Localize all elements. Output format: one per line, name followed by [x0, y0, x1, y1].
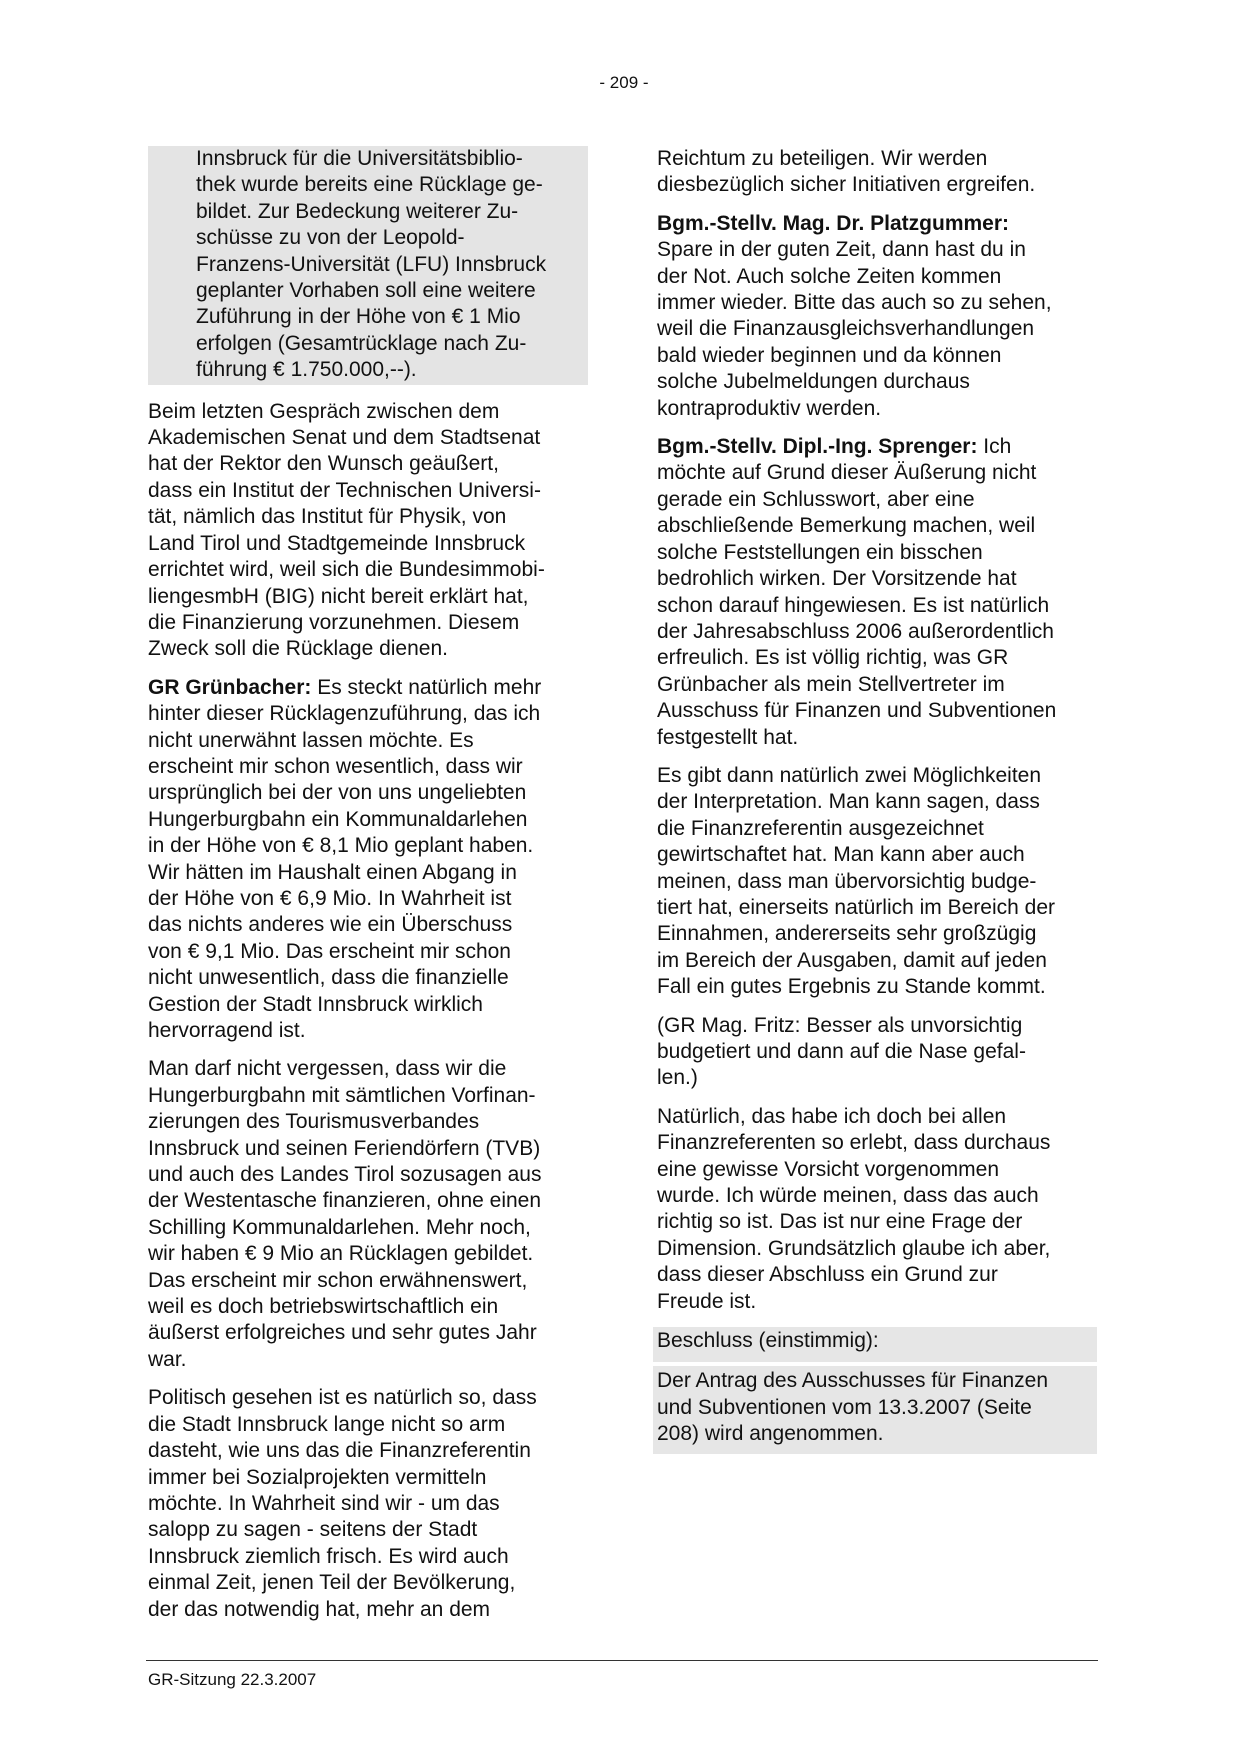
text-line: Innsbruck für die Universitätsbiblio- — [196, 147, 523, 170]
text-line: der Not. Auch solche Zeiten kommen — [657, 264, 1002, 288]
text-line: immer bei Sozialprojekten vermitteln — [148, 1465, 487, 1489]
speaker-paragraph — [657, 211, 1097, 422]
text-line — [148, 675, 588, 701]
paragraph — [148, 1056, 588, 1373]
text-line: in der Höhe von € 8,1 Mio geplant haben. — [148, 834, 534, 858]
text-line: Einnahmen, andererseits sehr großzügig — [657, 922, 1037, 946]
text-line: Innsbruck und seinen Feriendörfern (TVB) — [148, 1136, 541, 1160]
text-line: Dimension. Grundsätzlich glaube ich aber, — [657, 1236, 1051, 1260]
text-line: 208) wird angenommen. — [657, 1422, 884, 1446]
text-line: der Westentasche finanzieren, ohne einen — [148, 1189, 542, 1213]
paragraph — [657, 146, 1097, 199]
interjection-paragraph — [657, 1013, 1097, 1092]
footer-divider — [146, 1660, 1098, 1661]
text-line: immer wieder. Bitte das auch so zu sehen, — [657, 291, 1052, 315]
text-line: diesbezüglich sicher Initiativen ergreifen. — [657, 173, 1036, 197]
quoted-report-excerpt — [148, 146, 588, 385]
text-line: solche Jubelmeldungen durchaus — [657, 370, 970, 394]
right-column — [657, 146, 1097, 1454]
paragraph — [148, 399, 588, 663]
speaker-paragraph — [657, 434, 1097, 751]
text-line: Freude ist. — [657, 1289, 757, 1313]
speaker-name: Bgm.-Stellv. Mag. Dr. Platzgummer: — [657, 211, 1010, 235]
text-line: meinen, dass man übervorsichtig budge- — [657, 869, 1037, 893]
text-line: möchte auf Grund dieser Äußerung nicht — [657, 461, 1037, 485]
text-line: schon darauf hingewiesen. Es ist natürlich — [657, 593, 1050, 617]
text-line: Wir hätten im Haushalt einen Abgang in — [148, 860, 517, 884]
text-line: wurde. Ich würde meinen, dass das auch — [657, 1184, 1039, 1208]
text-line: Franzens-Universität (LFU) Innsbruck — [196, 252, 547, 276]
text-line: weil es doch betriebswirtschaftlich ein — [148, 1295, 499, 1319]
text-line: Hungerburgbahn ein Kommunaldarlehen — [148, 807, 528, 831]
text-line: Fall ein gutes Ergebnis zu Stande kommt. — [657, 975, 1046, 999]
left-column — [148, 146, 588, 1635]
text-line: ursprünglich bei der von uns ungeliebten — [148, 781, 527, 805]
text-line: Es gibt dann natürlich zwei Möglichkeiten — [657, 763, 1042, 787]
text-line: dass ein Institut der Technischen Universi- — [148, 478, 541, 502]
text-line: wir haben € 9 Mio an Rücklagen gebildet. — [148, 1242, 534, 1266]
text-line: gerade ein Schlusswort, aber eine — [657, 487, 975, 511]
text-line: Reichtum zu beteiligen. Wir werden — [657, 147, 988, 170]
text-line: die Finanzreferentin ausgezeichnet — [657, 816, 984, 840]
text-line: weil die Finanzausgleichsverhandlungen — [657, 317, 1035, 341]
text-line: Politisch gesehen ist es natürlich so, dass — [148, 1386, 537, 1410]
text-line: richtig so ist. Das ist nur eine Frage der — [657, 1210, 1023, 1234]
text-line: schüsse zu von der Leopold- — [196, 226, 465, 250]
text-line: kontraproduktiv werden. — [657, 396, 882, 420]
text-line: erscheint mir schon wesentlich, dass wir — [148, 754, 523, 778]
text-line: Das erscheint mir schon erwähnenswert, — [148, 1268, 528, 1292]
text-line: Beschluss (einstimmig): — [657, 1329, 879, 1353]
text-line: der Interpretation. Man kann sagen, dass — [657, 790, 1040, 814]
text-line: abschließende Bemerkung machen, weil — [657, 514, 1036, 538]
text-line: Der Antrag des Ausschusses für Finanzen — [657, 1369, 1049, 1393]
speaker-name: GR Grünbacher: — [148, 675, 312, 699]
text-line: nicht unwesentlich, dass die finanzielle — [148, 966, 509, 990]
text-line: im Bereich der Ausgaben, damit auf jeden — [657, 948, 1047, 972]
text-line: Akademischen Senat und dem Stadtsenat — [148, 426, 541, 450]
text-line: einmal Zeit, jenen Teil der Bevölkerung, — [148, 1571, 516, 1595]
text-line: thek wurde bereits eine Rücklage ge- — [196, 173, 543, 197]
resolution-text — [653, 1366, 1097, 1453]
text-line: hervorragend ist. — [148, 1019, 306, 1042]
text-line: Zweck soll die Rücklage dienen. — [148, 637, 448, 661]
text-line: war. — [148, 1347, 187, 1371]
text-line: errichtet wird, weil sich die Bundesimmobi- — [148, 558, 545, 582]
text-line: Land Tirol und Stadtgemeinde Innsbruck — [148, 531, 526, 555]
text-line: (GR Mag. Fritz: Besser als unvorsichtig — [657, 1013, 1023, 1037]
text-line: salopp zu sagen - seitens der Stadt — [148, 1518, 478, 1542]
text-line: Natürlich, das habe ich doch bei allen — [657, 1104, 1007, 1128]
text-line: geplanter Vorhaben soll eine weitere — [196, 279, 536, 303]
text-line: erfreulich. Es ist völlig richtig, was GR — [657, 646, 1009, 670]
text-line: bedrohlich wirken. Der Vorsitzende hat — [657, 567, 1017, 591]
text-line: führung € 1.750.000,--). — [196, 358, 417, 382]
speaker-name: Bgm.-Stellv. Dipl.-Ing. Sprenger: — [657, 435, 978, 459]
text-line: Spare in der guten Zeit, dann hast du in — [657, 238, 1026, 262]
text-line: Finanzreferenten so erlebt, dass durchaus — [657, 1131, 1051, 1155]
text-line: dass dieser Abschluss ein Grund zur — [657, 1263, 998, 1287]
text-line: tiert hat, einerseits natürlich im Bereich der — [657, 895, 1056, 919]
text-line: solche Feststellungen ein bisschen — [657, 540, 983, 564]
text-line: die Finanzierung vorzunehmen. Diesem — [148, 610, 520, 634]
text-line: der das notwendig hat, mehr an dem — [148, 1597, 491, 1621]
text-line: festgestellt hat. — [657, 725, 799, 749]
text-line: dasteht, wie uns das die Finanzreferentin — [148, 1439, 531, 1463]
text-line: äußerst erfolgreiches und sehr gutes Jahr — [148, 1321, 537, 1345]
text-line: zierungen des Tourismusverbandes — [148, 1110, 480, 1134]
text-line: Hungerburgbahn mit sämtlichen Vorfinan- — [148, 1083, 536, 1107]
text-line: erfolgen (Gesamtrücklage nach Zu- — [196, 331, 527, 355]
text-line: und auch des Landes Tirol sozusagen aus — [148, 1163, 542, 1187]
page-number: - 209 - — [599, 73, 649, 92]
text-line: der Jahresabschluss 2006 außerordentlich — [657, 619, 1054, 643]
text-fragment: Ich — [977, 435, 1012, 459]
text-line: nicht unerwähnt lassen möchte. Es — [148, 728, 474, 752]
paragraph — [148, 1385, 588, 1623]
text-line: das nichts anderes wie ein Überschuss — [148, 913, 513, 937]
text-line: eine gewisse Vorsicht vorgenommen — [657, 1157, 1000, 1181]
text-line: möchte. In Wahrheit sind wir - um das — [148, 1491, 500, 1515]
text-line: Ausschuss für Finanzen und Subventionen — [657, 699, 1057, 723]
text-line: budgetiert und dann auf die Nase gefal- — [657, 1040, 1026, 1063]
speaker-paragraph — [148, 675, 588, 1045]
text-line: len.) — [657, 1066, 698, 1090]
text-line: Innsbruck ziemlich frisch. Es wird auch — [148, 1544, 509, 1568]
text-line: Zuführung in der Höhe von € 1 Mio — [196, 305, 521, 329]
paragraph — [657, 1104, 1097, 1315]
text-line: gewirtschaftet hat. Man kann aber auch — [657, 843, 1025, 867]
text-line: tät, nämlich das Institut für Physik, von — [148, 505, 507, 529]
text-line: von € 9,1 Mio. Das erscheint mir schon — [148, 939, 511, 963]
paragraph — [657, 763, 1097, 1001]
text-line: und Subventionen vom 13.3.2007 (Seite — [657, 1395, 1032, 1419]
text-line: bald wieder beginnen und da können — [657, 343, 1002, 367]
text-line: hinter dieser Rücklagenzuführung, das ich — [148, 702, 541, 726]
text-line: hat der Rektor den Wunsch geäußert, — [148, 452, 499, 476]
text-fragment: Es steckt natürlich mehr — [311, 675, 542, 699]
resolution-title — [653, 1327, 1097, 1362]
text-line: Gestion der Stadt Innsbruck wirklich — [148, 992, 483, 1016]
text-line: bildet. Zur Bedeckung weiterer Zu- — [196, 199, 519, 223]
text-line: der Höhe von € 6,9 Mio. In Wahrheit ist — [148, 886, 512, 910]
text-line: Man darf nicht vergessen, dass wir die — [148, 1057, 507, 1081]
footer-session-date: GR-Sitzung 22.3.2007 — [148, 1670, 317, 1689]
text-line: Grünbacher als mein Stellvertreter im — [657, 672, 1005, 696]
text-line: Schilling Kommunaldarlehen. Mehr noch, — [148, 1215, 531, 1239]
text-line: die Stadt Innsbruck lange nicht so arm — [148, 1412, 506, 1436]
text-line — [657, 434, 1097, 460]
text-line: liengesmbH (BIG) nicht bereit erklärt hat, — [148, 584, 529, 608]
text-line: Beim letzten Gespräch zwischen dem — [148, 399, 500, 423]
